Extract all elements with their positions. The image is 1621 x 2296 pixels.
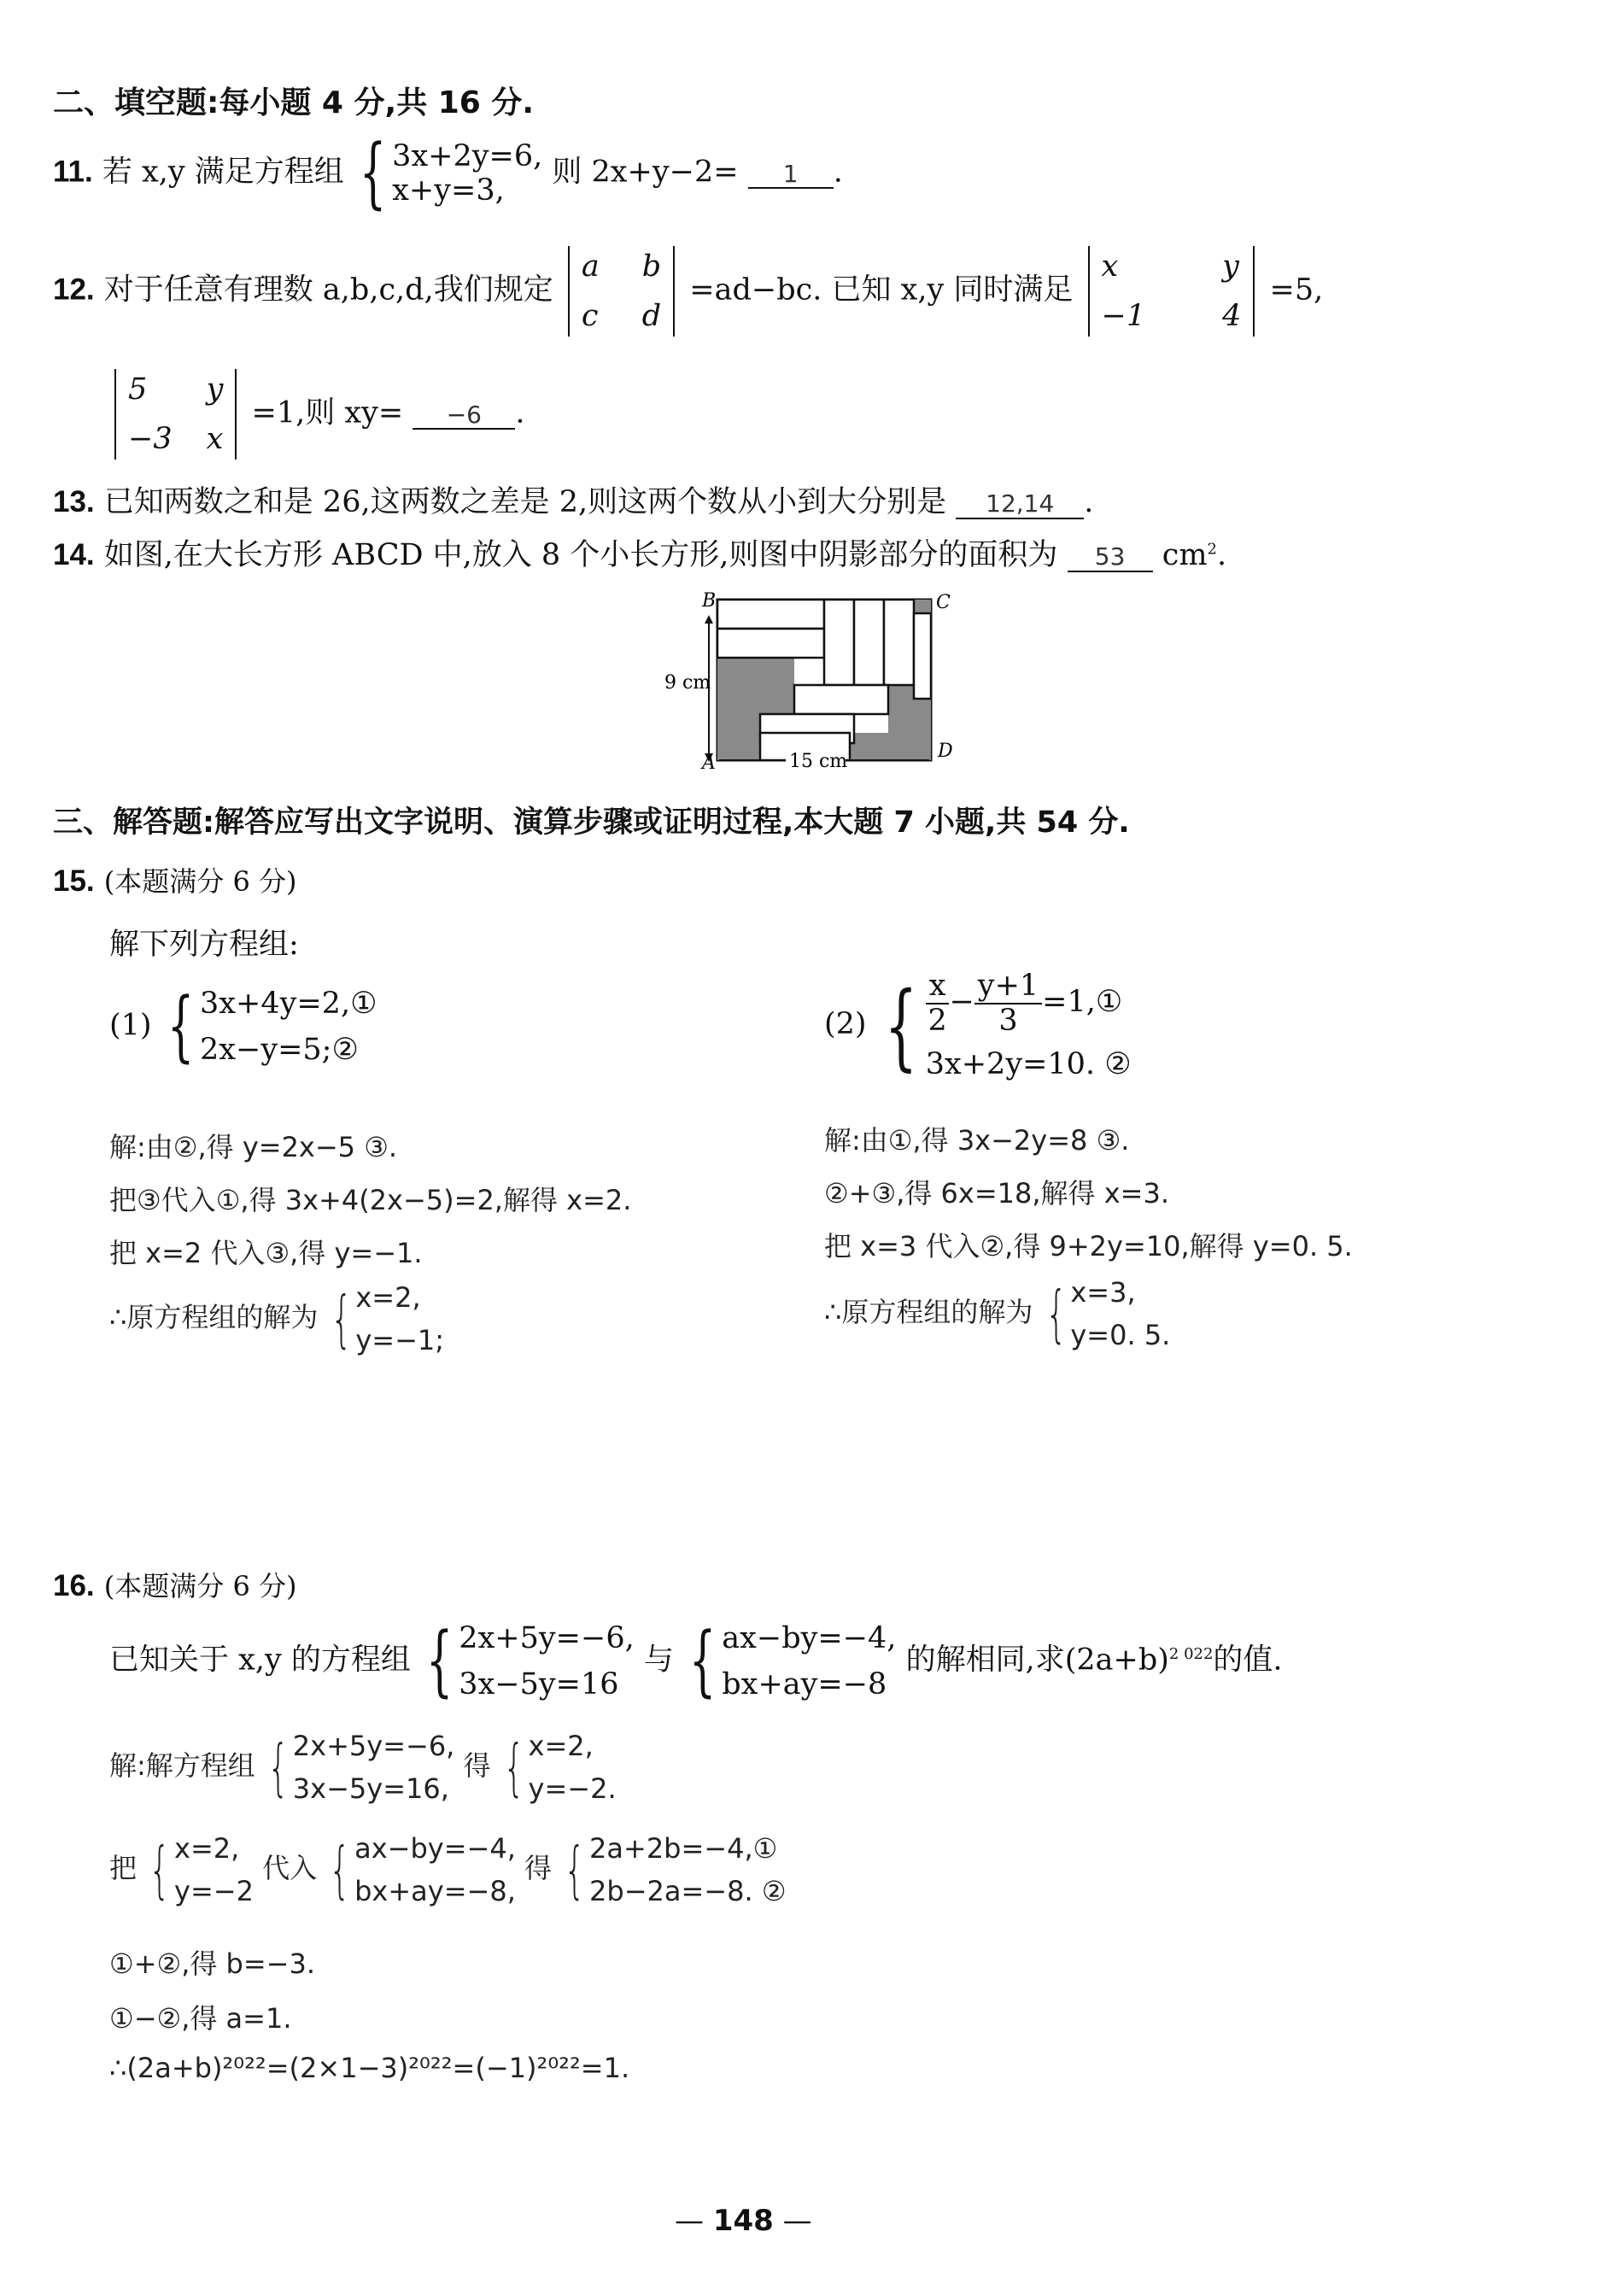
equation: 2x+5y=−6, — [459, 1621, 635, 1655]
small-rectangle — [794, 685, 888, 714]
part-label: (1) — [109, 1008, 152, 1043]
det-entry: y — [206, 372, 224, 407]
question-text: =1,则 xy= — [251, 395, 404, 430]
vertex-label-d: D — [938, 741, 953, 762]
section-3-header: 三、解答题:解答应写出文字说明、演算步骤或证明过程,本大题 7 小题,共 54 分. — [53, 805, 1130, 840]
equation: 3x+2y=10. ② — [925, 1047, 1132, 1081]
question-number: 11. — [53, 155, 93, 189]
det-entry: 4 — [1222, 299, 1242, 333]
question-11 — [53, 128, 843, 218]
question-15-prompt: 解下列方程组: — [109, 928, 299, 962]
solution-text: 把 — [109, 1852, 138, 1884]
equation: 2x−y=5;② — [199, 1033, 359, 1067]
equation: 3x+2y=6, — [392, 139, 543, 173]
punctuation: . — [1084, 485, 1094, 519]
determinant — [568, 246, 675, 337]
result-system: { x=2, y=−2. — [503, 1730, 617, 1805]
det-entry: c — [581, 299, 599, 333]
height-label: 9 cm — [664, 672, 711, 694]
question-number: 15. — [53, 864, 95, 898]
solution-line: ①+②,得 b=−3. — [109, 1948, 316, 1980]
question-16-stem — [109, 1616, 1283, 1706]
answer-system: { x=2, y=−1; — [330, 1281, 445, 1356]
equation: 2b−2a=−8. ② — [589, 1875, 787, 1907]
answer-system: { x=3, y=0. 5. — [1045, 1276, 1171, 1351]
equation-system: { 3x+2y=6, x+y=3, — [359, 128, 543, 218]
section-2-header: 二、填空题:每小题 4 分,共 16 分. — [53, 85, 535, 120]
equation-system: { 2x+5y=−6, 3x−5y=16 — [425, 1616, 635, 1706]
punctuation: . — [1216, 538, 1227, 572]
question-text: 的值. — [1213, 1643, 1283, 1678]
question-number: 16. — [53, 1569, 95, 1602]
equation-system: { $\frac{x}{2}$ − $\frac{y+1}{3}$ =1,① 3x+2y=10. ② — [884, 969, 1132, 1081]
vertex-label-a: A — [702, 753, 716, 774]
solution-line: 把③代入①,得 3x+4(2x−5)=2,解得 x=2. — [109, 1184, 632, 1216]
page-number-footer: — 148 — — [675, 2204, 812, 2238]
question-15-part-2 — [824, 969, 1132, 1081]
solution-line: ②+③,得 6x=18,解得 x=3. — [824, 1177, 1169, 1210]
fraction — [974, 969, 1042, 1037]
value: x=2, — [174, 1832, 240, 1865]
question-text: 的解相同,求(2a+b) — [905, 1643, 1169, 1678]
solution-line — [109, 1832, 787, 1907]
question-text: 与 — [643, 1643, 674, 1678]
det-entry: y — [1222, 249, 1239, 284]
denominator: 2 — [928, 1003, 947, 1038]
fraction — [926, 969, 950, 1037]
solution-line: 解:由①,得 3x−2y=8 ③. — [824, 1124, 1130, 1157]
small-rectangle — [717, 600, 824, 629]
small-rectangle — [824, 600, 854, 685]
solution-text: 解:解方程组 — [109, 1749, 255, 1782]
question-text: 如图,在大长方形 ABCD 中,放入 8 个小长方形,则图中阴影部分的面积为 — [103, 538, 1058, 572]
rectangle-figure — [664, 589, 953, 777]
shaded-corner — [914, 600, 931, 613]
conclusion-text: ∴原方程组的解为 — [824, 1296, 1033, 1328]
answer-value: x=3, — [1070, 1276, 1136, 1309]
determinant — [114, 369, 237, 460]
numerator: x — [926, 969, 950, 1004]
solution-conclusion — [109, 1281, 444, 1356]
det-entry: 5 — [128, 372, 148, 407]
det-entry: d — [641, 299, 662, 333]
question-number: 12. — [53, 272, 95, 307]
punctuation: . — [515, 395, 525, 430]
answer-value: x=2, — [355, 1281, 421, 1314]
result: y=−2. — [528, 1772, 617, 1805]
question-15-title — [53, 860, 296, 899]
solution-line: ∴(2a+b)²⁰²²=(2×1−3)²⁰²²=(−1)²⁰²²=1. — [109, 2052, 630, 2084]
question-text: 则 2x+y−2= — [552, 155, 739, 190]
equation-system: { ax−by=−4, bx+ay=−8 — [688, 1616, 897, 1706]
det-entry: −1 — [1101, 299, 1146, 333]
solution-line: ①−②,得 a=1. — [109, 2002, 292, 2035]
equation: bx+ay=−8, — [354, 1875, 516, 1907]
answer-blank: 1 — [748, 161, 834, 190]
solution-text: 代入 — [262, 1852, 318, 1884]
vertex-label-b: B — [702, 590, 717, 612]
det-entry: x — [1101, 249, 1119, 284]
equation: ax−by=−4, — [354, 1832, 516, 1865]
question-text: 对于任意有理数 a,b,c,d,我们规定 — [103, 272, 553, 308]
equation: 3x−5y=16 — [459, 1667, 619, 1702]
solution-text: 得 — [463, 1749, 491, 1782]
question-text: 已知两数之和是 26,这两数之差是 2,则这两个数从小到大分别是 — [103, 485, 947, 519]
question-15-part-1 — [109, 981, 377, 1071]
solution-line: 解:由②,得 y=2x−5 ③. — [109, 1131, 398, 1163]
value-system: { x=2, y=−2 — [149, 1832, 254, 1907]
question-12-line2 — [109, 369, 525, 460]
small-rectangle — [854, 600, 884, 685]
part-label: (2) — [824, 1007, 867, 1041]
determinant — [1088, 246, 1255, 337]
equation-system: { 3x+4y=2,① 2x−y=5;② — [167, 981, 377, 1071]
question-text: =ad−bc. 已知 x,y 同时满足 — [689, 272, 1074, 308]
small-rectangle — [884, 600, 914, 685]
equation — [926, 969, 1132, 1037]
operator: − — [949, 985, 974, 1019]
value: y=−2 — [174, 1875, 254, 1907]
answer-blank: 53 — [1068, 544, 1153, 572]
small-rectangle — [717, 629, 824, 658]
punctuation: . — [833, 155, 843, 190]
equation: x+y=3, — [392, 173, 505, 208]
question-points: (本题满分 6 分) — [103, 865, 297, 898]
solution-line — [109, 1730, 617, 1805]
solution-line: 把 x=3 代入②,得 9+2y=10,解得 y=0. 5. — [824, 1230, 1353, 1262]
det-entry: b — [641, 249, 662, 284]
question-number: 14. — [53, 538, 95, 571]
unit-exponent: 2 — [1207, 540, 1217, 559]
result: x=2, — [528, 1730, 594, 1762]
det-entry: −3 — [128, 422, 173, 456]
question-12 — [53, 246, 1323, 337]
answer-value: y=0. 5. — [1070, 1319, 1171, 1351]
equation-system: { ax−by=−4, bx+ay=−8, — [329, 1832, 516, 1907]
det-entry: a — [581, 249, 600, 284]
denominator: 3 — [998, 1003, 1018, 1038]
equation-system: { 2a+2b=−4,① 2b−2a=−8. ② — [564, 1832, 787, 1907]
solution-text: 得 — [524, 1852, 553, 1884]
answer-blank: 12,14 — [956, 491, 1084, 519]
equation: 2x+5y=−6, — [292, 1730, 455, 1762]
equation: 3x−5y=16, — [292, 1772, 449, 1805]
question-13 — [53, 478, 1093, 521]
det-entry: x — [206, 422, 224, 456]
numerator: y+1 — [974, 969, 1042, 1004]
answer-value: y=−1; — [355, 1324, 445, 1356]
equation: bx+ay=−8 — [722, 1667, 887, 1702]
solution-conclusion — [824, 1276, 1170, 1351]
question-points: (本题满分 6 分) — [103, 1570, 297, 1602]
equation: 3x+4y=2,① — [199, 987, 377, 1021]
question-number: 13. — [53, 485, 95, 518]
vertex-label-c: C — [936, 592, 951, 613]
equation-system: { 2x+5y=−6, 3x−5y=16, — [267, 1730, 455, 1805]
exponent: 2 022 — [1168, 1644, 1214, 1663]
question-14 — [53, 531, 1226, 574]
width-label: 15 cm — [789, 751, 848, 772]
equation: 2a+2b=−4,① — [589, 1832, 778, 1865]
question-16-title — [53, 1565, 296, 1604]
question-text: =5, — [1269, 272, 1324, 308]
solution-line: 把 x=2 代入③,得 y=−1. — [109, 1237, 423, 1269]
page-number: 148 — [712, 2204, 774, 2238]
question-text: 已知关于 x,y 的方程组 — [109, 1643, 411, 1678]
equation: ax−by=−4, — [722, 1621, 897, 1655]
equation-tail: =1,① — [1042, 985, 1123, 1019]
conclusion-text: ∴原方程组的解为 — [109, 1301, 319, 1333]
small-rectangle — [914, 613, 931, 699]
answer-blank: −6 — [413, 402, 515, 430]
unit: cm — [1162, 538, 1208, 572]
question-text: 若 x,y 满足方程组 — [102, 155, 344, 190]
